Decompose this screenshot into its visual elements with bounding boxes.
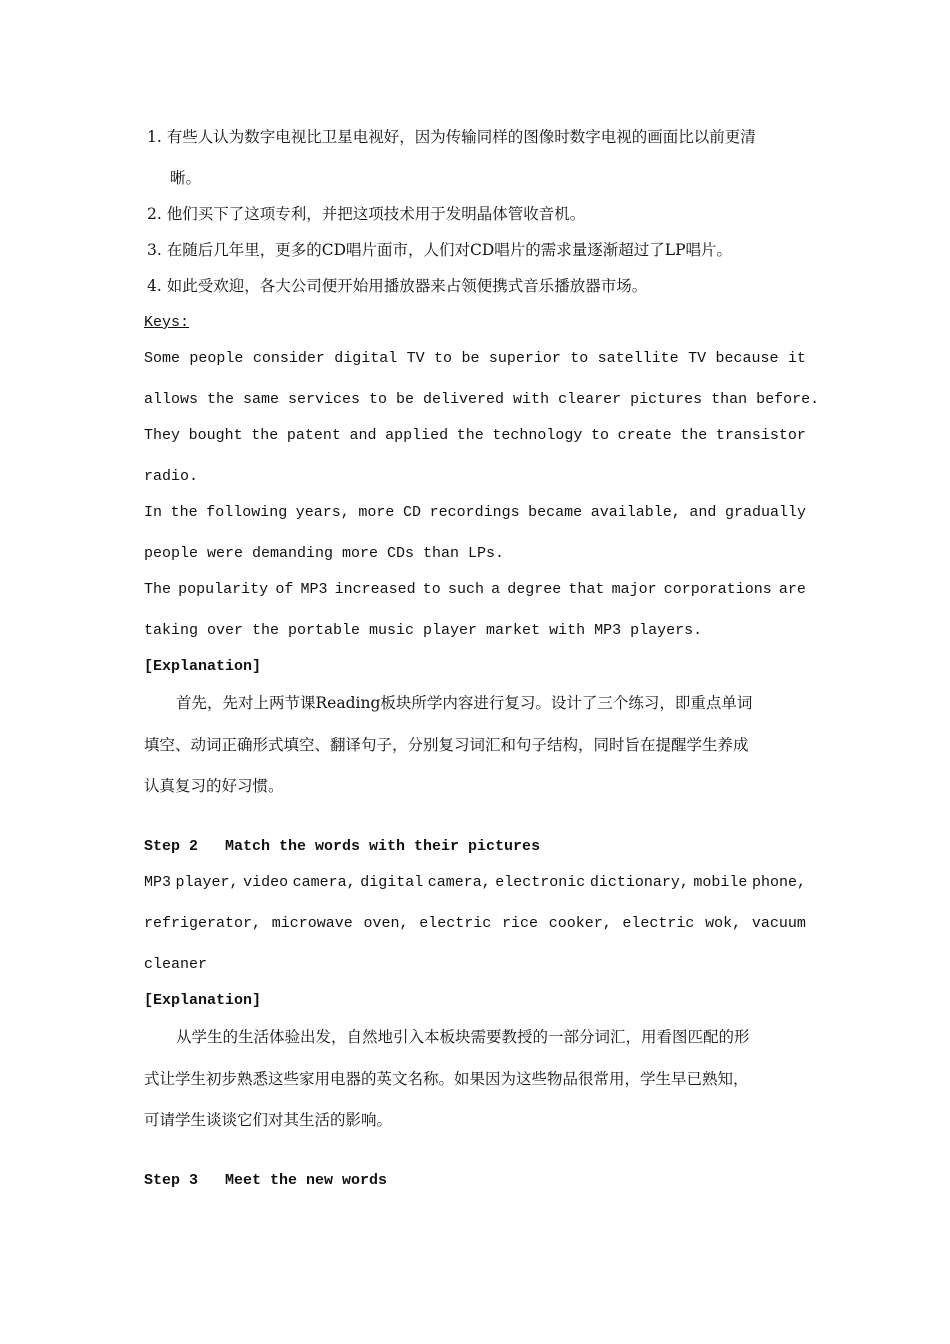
word: phone, (751, 874, 806, 891)
step-3-heading: Step 3 Meet the new words (144, 1172, 388, 1189)
word: the (170, 504, 198, 521)
word: digital (360, 874, 424, 891)
word: to (422, 581, 441, 598)
word: because (715, 350, 779, 367)
word: electronic (495, 874, 586, 891)
word: microwave (271, 915, 353, 932)
key-3-line-1 (144, 503, 806, 523)
word: MP3 (300, 581, 328, 598)
word: satellite (597, 350, 679, 367)
word: the (251, 427, 279, 444)
key-2-line-2: radio. (144, 468, 199, 485)
explanation-1-line-2: 填空、动词正确形式填空、翻译句子，分别复习词汇和句子结构，同时旨在提醒学生养成 (144, 736, 749, 754)
word: corporations (663, 581, 772, 598)
word: electric (622, 915, 695, 932)
word: wok, (705, 915, 742, 932)
keys-label: Keys: (144, 314, 190, 331)
word: and (349, 427, 377, 444)
word: people (189, 350, 244, 367)
explanation-1-line-3: 认真复习的好习惯。 (144, 777, 284, 795)
translation-item-1-cont: 晰。 (170, 169, 202, 187)
word: oven, (363, 915, 409, 932)
step-2-words-line-2 (144, 914, 806, 934)
word: player, (175, 874, 239, 891)
word: MP3 (144, 874, 172, 891)
word: increased (334, 581, 416, 598)
word: are (778, 581, 806, 598)
explanation-2-line-1: 从学生的生活体验出发，自然地引入本板块需要教授的一部分词汇，用看图匹配的形 (176, 1028, 750, 1046)
word: digital (334, 350, 398, 367)
word: the (456, 427, 484, 444)
word: electric (419, 915, 492, 932)
word: create (617, 427, 672, 444)
explanation-2-line-2: 式让学生初步熟悉这些家用电器的英文名称。如果因为这些物品很常用，学生早已熟知， (144, 1070, 749, 1088)
word: video (243, 874, 289, 891)
word: superior (488, 350, 561, 367)
word: recordings (429, 504, 520, 521)
key-3-line-2: people were demanding more CDs than LPs. (144, 545, 505, 562)
word: degree (507, 581, 562, 598)
word: following (206, 504, 288, 521)
word: of (275, 581, 294, 598)
word: CD (402, 504, 421, 521)
word: became (528, 504, 583, 521)
word: cooker, (548, 915, 612, 932)
word: a (491, 581, 501, 598)
word: available, (590, 504, 681, 521)
word: Some (144, 350, 181, 367)
word: to (591, 427, 610, 444)
word: vacuum (751, 915, 806, 932)
word: and (689, 504, 717, 521)
explanation-2-line-3: 可请学生谈谈它们对其生活的影响。 (144, 1111, 393, 1129)
word: camera, (427, 874, 491, 891)
explanation-1-line-1: 首先，先对上两节课Reading板块所学内容进行复习。设计了三个练习，即重点单词 (176, 694, 753, 712)
translation-item-4: 4. 如此受欢迎，各大公司便开始用播放器来占领便携式音乐播放器市场。 (147, 277, 648, 295)
word: TV (688, 350, 707, 367)
explanation-heading-2: [Explanation] (144, 992, 262, 1009)
word: mobile (693, 874, 748, 891)
translation-item-1: 1. 有些人认为数字电视比卫星电视好，因为传输同样的图像时数字电视的画面比以前更清 (147, 128, 756, 146)
word: major (611, 581, 657, 598)
word: applied (385, 427, 449, 444)
word: rice (501, 915, 538, 932)
word: popularity (178, 581, 269, 598)
key-2-line-1 (144, 426, 806, 446)
word: technology (492, 427, 583, 444)
word: that (568, 581, 605, 598)
word: years, (295, 504, 350, 521)
word: more (358, 504, 395, 521)
word: transistor (715, 427, 806, 444)
word: to (570, 350, 589, 367)
word: TV (406, 350, 425, 367)
word: consider (252, 350, 325, 367)
translation-item-2: 2. 他们买下了这项专利，并把这项技术用于发明晶体管收音机。 (147, 205, 586, 223)
step-2-heading: Step 2 Match the words with their pictures (144, 838, 541, 855)
word: camera, (292, 874, 356, 891)
explanation-heading-1: [Explanation] (144, 658, 262, 675)
key-1-line-1 (144, 349, 806, 369)
word: the (680, 427, 708, 444)
word: In (144, 504, 163, 521)
word: to (434, 350, 453, 367)
translation-item-3: 3. 在随后几年里，更多的CD唱片面市，人们对CD唱片的需求量逐渐超过了LP唱片。 (147, 241, 733, 259)
word: dictionary, (589, 874, 689, 891)
step-2-words-line-3: cleaner (144, 956, 208, 973)
word: They (144, 427, 181, 444)
key-1-line-2: allows the same services to be delivered with clearer pictures than before. (144, 391, 820, 408)
step-2-words-line-1 (144, 873, 806, 893)
word: patent (286, 427, 341, 444)
word: it (787, 350, 806, 367)
key-4-line-1 (144, 580, 806, 600)
word: such (447, 581, 484, 598)
word: refrigerator, (144, 915, 262, 932)
key-4-line-2: taking over the portable music player market with MP3 players. (144, 622, 703, 639)
word: gradually (724, 504, 806, 521)
word: be (461, 350, 480, 367)
word: The (144, 581, 172, 598)
word: bought (188, 427, 243, 444)
